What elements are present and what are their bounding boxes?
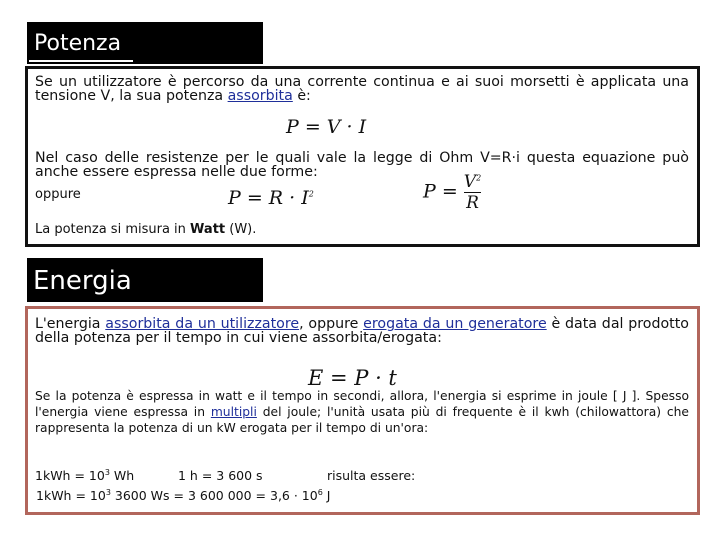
joule-paragraph [35,388,689,436]
text-span: del joule; l'unità usata più di frequente è il kwh (chilowattora) che rappresenta la potenza di un kW erogata per il tempo di un'ora: [35,405,689,435]
energia-intro-paragraph [35,317,689,345]
numerator-exponent: 2 [476,173,482,183]
formula-power-resistance [228,187,314,209]
text-span: 1kWh = 10 [35,468,105,483]
text-span: L'energia [35,316,106,332]
text-span: Se un utilizzatore è percorso da una corrente continua e ai suoi morsetti è applicata una tensione V, la sua potenza [35,74,689,104]
text-span: è: [292,88,311,104]
formula-power: P = V · I [286,116,367,138]
hour-seconds: 1 h = 3 600 s [178,468,263,483]
conversion-row-1 [35,467,416,483]
link-multipli[interactable]: multipli [210,405,257,419]
formula-text: P = R · I [228,187,309,209]
text-span: 1kWh = 10 [36,488,106,503]
bold-watt: Watt [190,222,226,237]
numerator-text: V [463,172,477,192]
link-assorbita-utilizzatore[interactable]: assorbita da un utilizzatore [105,316,300,332]
unit-paragraph [35,222,256,237]
text-span: 3600 Ws = 3 600 000 = 3,6 · 10 [110,488,318,503]
text-span: Se la potenza è espressa in watt e il tempo in secondi, allora, l'energia si esprime in joule [ J ]. Spesso l'energia viene espressa in [35,389,689,419]
ohm-paragraph: Nel caso delle resistenze per le quali vale la legge di Ohm V=R·i questa equazione può anche essere espressa nelle due forme: [35,150,689,180]
section-title-potenza [27,22,263,64]
oppure-label: oppure [35,187,81,202]
link-assorbita[interactable]: assorbita [227,88,293,104]
formula-lhs: P = [423,180,458,203]
text-span: è data dal prodotto della potenza per il tempo in cui viene assorbita/erogata: [35,316,689,346]
text-span: La potenza si misura in [35,222,191,237]
title-underline [29,60,133,62]
potenza-intro-paragraph [35,75,689,103]
text-span: J [322,488,331,503]
fraction-denominator: R [466,193,479,213]
formula-power-voltage [423,173,481,212]
fraction-numerator [464,173,481,191]
section-title-text: Energia [33,266,132,296]
exponent: 3 [105,487,111,497]
potenza-box [25,66,700,247]
link-erogata-generatore[interactable]: erogata da un generatore [363,316,547,332]
energia-box [25,306,700,515]
formula-energy: E = P · t [308,366,397,390]
conversion-row-2 [36,488,330,503]
text-span: Wh [109,468,135,483]
exponent: 6 [317,487,323,497]
section-title-energia [27,258,263,302]
text-span: , oppure [299,316,364,332]
formula-exponent: 2 [308,189,314,199]
section-title-text: Potenza [34,31,122,56]
exponent: 3 [104,467,110,477]
result-label: risulta essere: [327,468,416,483]
fraction [464,173,481,212]
text-span: (W). [225,222,257,237]
